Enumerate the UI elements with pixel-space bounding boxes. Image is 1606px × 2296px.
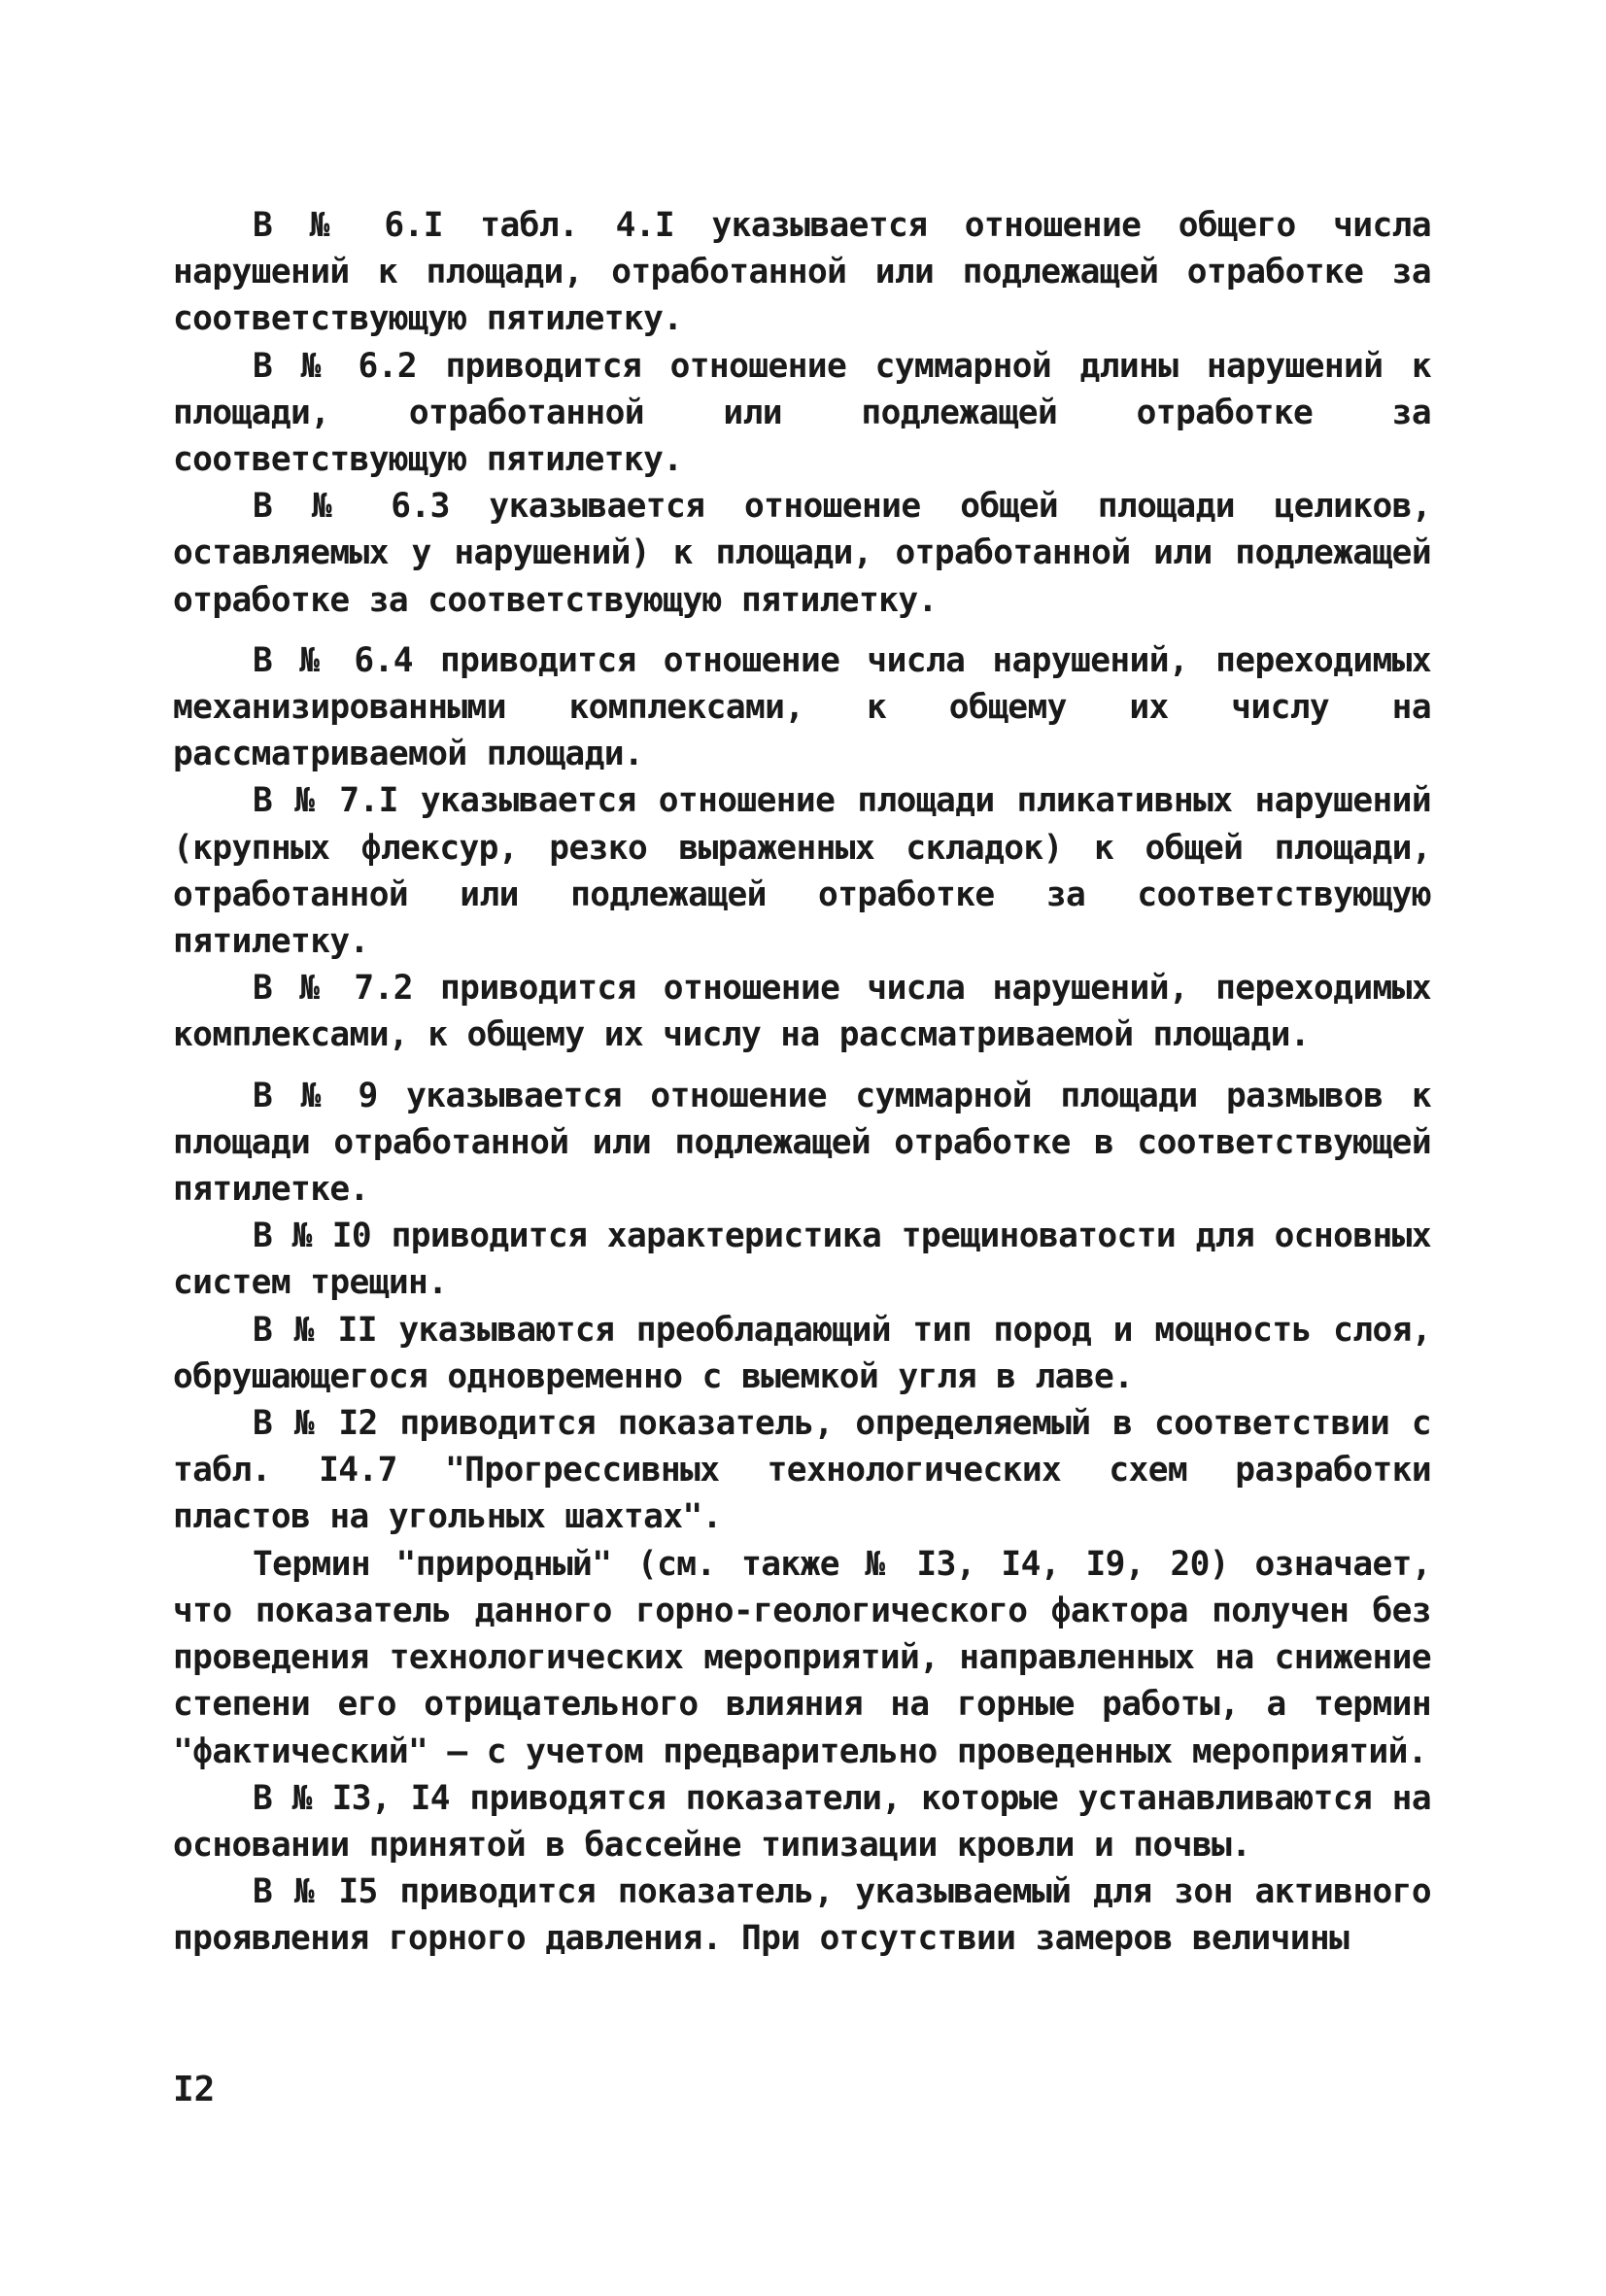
paragraph-term: Термин "природный" (см. также № I3, I4, I9, 20) означает, что показатель данного горно-геологического фактора получен без проведения технологических мероприятий, направленных на снижение степени его отрицательного влияния на горные работы, а термин "фактический" – с учетом предварительно проведенных мероприятий.: [173, 1544, 1431, 1771]
paragraph-11: В № II указываются преобладающий тип пород и мощность слоя, обрушающегося одновременно с выемкой угля в лаве.: [173, 1310, 1431, 1396]
body-text: [173, 202, 1431, 1963]
page-number: I2: [173, 2070, 216, 2109]
paragraph-15: В № I5 приводится показатель, указываемый для зон активного проявления горного давления. При отсутствии замеров величины: [173, 1872, 1431, 1959]
paragraph-6-1: В № 6.I табл. 4.I указывается отношение общего числа нарушений к площади, отработанной или подлежащей отработке за соответствующую пятилетку.: [173, 206, 1431, 339]
paragraph-10: В № I0 приводится характеристика трещиноватости для основных систем трещин.: [173, 1217, 1431, 1303]
paragraph-7-2: В № 7.2 приводится отношение числа нарушений, переходимых комплексами, к общему их числу на рассматриваемой площади.: [173, 969, 1431, 1055]
paragraph-12: В № I2 приводится показатель, определяемый в соответствии с табл. I4.7 "Прогрессивных технологических схем разработки пластов на угольных шахтах".: [173, 1404, 1431, 1537]
paragraph-7-1: В № 7.I указывается отношение площади пликативных нарушений (крупных флексур, резко выраженных складок) к общей площади, отработанной или подлежащей отработке за соответствующую пятилетку.: [173, 781, 1431, 962]
paragraph-9: В № 9 указывается отношение суммарной площади размывов к площади отработанной или подлежащей отработке в соответствующей пятилетке.: [173, 1076, 1431, 1210]
paragraph-13-14: В № I3, I4 приводятся показатели, которые устанавливаются на основании принятой в бассейне типизации кровли и почвы.: [173, 1778, 1431, 1865]
paragraph-6-4: В № 6.4 приводится отношение числа нарушений, переходимых механизированными комплексами, к общему их числу на рассматриваемой площади.: [173, 640, 1431, 774]
paragraph-6-3: В № 6.3 указывается отношение общей площади целиков, оставляемых у нарушений) к площади, отработанной или подлежащей отработке за соответствующую пятилетку.: [173, 487, 1431, 620]
paragraph-6-2: В № 6.2 приводится отношение суммарной длины нарушений к площади, отработанной или подлежащей отработке за соответствующую пятилетку.: [173, 346, 1431, 480]
